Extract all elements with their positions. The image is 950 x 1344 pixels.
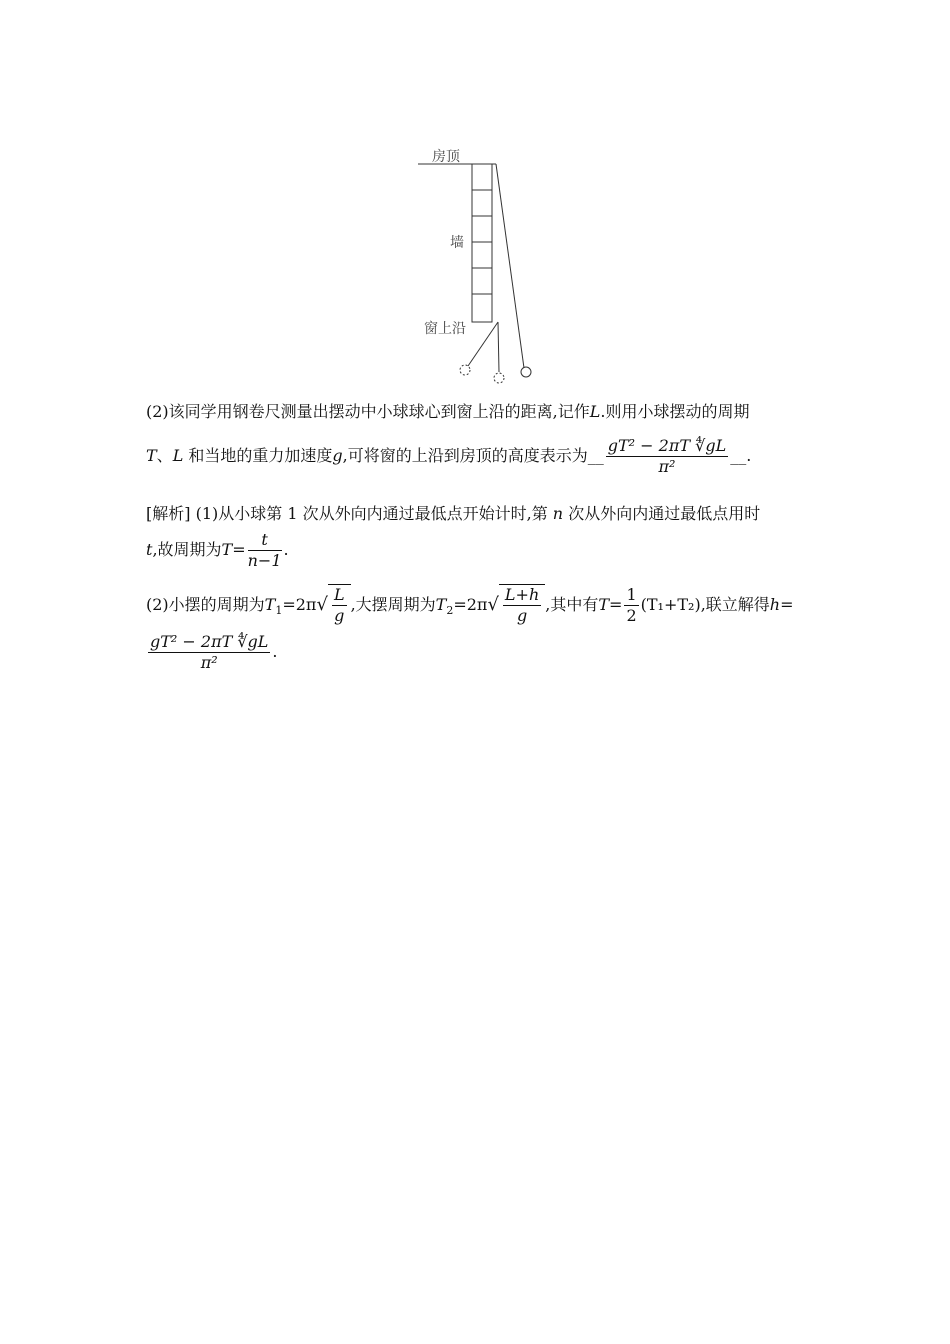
var-T2: T [435,595,447,614]
q-text: ,可将窗的上沿到房顶的高度表示为 [342,446,588,465]
q-text: 、 [156,446,173,465]
radical-icon: √ [487,594,499,615]
analysis-line-2 [146,530,289,571]
period-fraction [248,530,282,571]
frac-numerator: L [333,585,345,604]
half-fraction: $\frac{1}{2}$ [626,585,637,625]
a-text: . [272,642,278,661]
answer-blank-left: __ [587,446,604,465]
question-line-2 [146,436,751,477]
a-text: (2)小摆的周期为 [146,595,265,614]
var-n: n [552,504,564,523]
analysis-line-3 [146,584,794,626]
a-text: =2π [453,595,488,614]
T-equals: T= [221,540,246,559]
a-text: . [283,540,289,559]
root2-fraction [503,585,541,626]
q-text: 和当地的重力加速度 [188,446,333,465]
final-numerator: gT² − 2πT ∜gL [150,632,269,651]
analysis-line-4 [146,632,278,673]
h-equals: h= [769,595,794,614]
var-L: L [589,402,601,421]
final-fraction [148,632,270,673]
question-line-1 [146,400,749,424]
sub-1: 1 [275,604,283,618]
a-text: ,其中有 [545,595,599,614]
a-text: =2π [282,595,317,614]
roof-label: 房顶 [432,149,460,165]
frac-numerator: t [261,530,268,549]
a-text: (T₁+T₂),联立解得 [640,595,770,614]
a-text: ,故周期为 [152,540,222,559]
a-text: 次从外向内通过最低点用时 [568,504,761,523]
frac-numerator: L+h [504,585,540,604]
T-equals: T= [598,595,623,614]
window-label: 窗上沿 [424,321,466,337]
a-text: (1)从小球第 1 次从外向内通过最低点开始计时,第 [195,504,548,523]
var-T: T [146,446,157,465]
analysis-line-1 [146,502,760,526]
root1-fraction [332,585,347,626]
q-text: .则用小球摆动的周期 [600,402,750,421]
a-text: ,大摆周期为 [350,595,436,614]
answer-denominator: π² [658,457,676,476]
q-text: (2)该同学用钢卷尺测量出摆动中小球球心到窗上沿的距离,记作 [146,402,590,421]
analysis-tag: [解析] [146,504,191,523]
answer-blank-right: __. [730,446,752,465]
wall-label: 墙 [450,235,464,251]
var-t: t [146,540,153,559]
frac-denominator: g [334,606,345,625]
pendulum-diagram [410,140,540,388]
var-g: g [332,446,343,465]
sub-2: 2 [446,604,454,618]
frac-denominator: n−1 [247,551,282,570]
answer-numerator: gT² − 2πT ∜gL [607,436,727,455]
var-L: L [172,446,184,465]
var-T1: T [264,595,276,614]
pendulum-figure [410,140,540,388]
final-denominator: π² [200,653,218,672]
radical-icon: √ [316,594,328,615]
answer-fraction [606,436,728,477]
frac-denominator: g [516,606,528,625]
